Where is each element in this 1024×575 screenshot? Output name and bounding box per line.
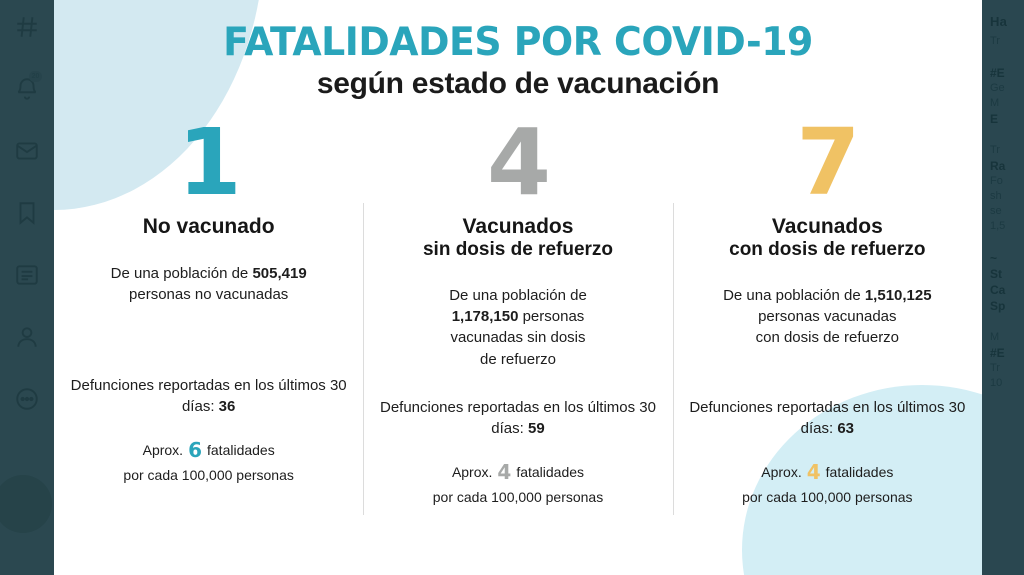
- trend-line[interactable]: sh: [990, 190, 1002, 202]
- trend-line[interactable]: Ra: [990, 159, 1006, 173]
- trend-line[interactable]: se: [990, 205, 1002, 217]
- population-value: 505,419: [252, 264, 307, 282]
- stat-title: [373, 215, 662, 261]
- stat-title-line1: Vacunados: [462, 214, 574, 238]
- stat-column-vaccinated-with-booster: [673, 109, 982, 539]
- trend-line[interactable]: M: [990, 97, 1000, 109]
- rate-suffix: fatalidades: [207, 441, 275, 458]
- profile-icon[interactable]: [8, 318, 46, 356]
- rate-prefix: Aprox.: [761, 463, 802, 480]
- deaths-value: 63: [837, 420, 854, 437]
- rate-line2: por cada 100,000 personas: [123, 466, 294, 483]
- stat-number: 1: [177, 109, 240, 217]
- trend-line[interactable]: #E: [990, 66, 1005, 80]
- trend-line[interactable]: St: [990, 267, 1002, 281]
- deaths-label: Defunciones reportadas en los últimos 30 días:: [70, 376, 347, 416]
- trend-line[interactable]: E: [990, 112, 999, 126]
- rate-prefix: Aprox.: [142, 441, 184, 458]
- bookmarks-icon[interactable]: [8, 194, 46, 232]
- rate-prefix: Aprox.: [451, 463, 493, 480]
- rate-suffix: fatalidades: [825, 463, 894, 480]
- population-text: [64, 263, 353, 349]
- deaths-text: [373, 397, 662, 443]
- population-prefix: De una población de: [723, 286, 865, 304]
- stat-number: 4: [486, 109, 549, 217]
- trend-line[interactable]: Tr: [990, 362, 1000, 374]
- population-value: 1,510,125: [864, 286, 932, 304]
- population-line2: personas vacunadas: [758, 308, 897, 325]
- stat-column-vaccinated-no-booster: [363, 109, 672, 539]
- more-icon[interactable]: [8, 380, 46, 418]
- notifications-icon[interactable]: [8, 70, 46, 108]
- population-text: [373, 285, 662, 371]
- rate-value: 6: [188, 437, 202, 462]
- deaths-label: Defunciones reportadas en los últimos 30 días:: [379, 398, 656, 437]
- population-value: 1,178,150: [451, 308, 519, 325]
- rate-line2: por cada 100,000 personas: [742, 488, 913, 505]
- trend-spacer: [990, 315, 1024, 331]
- population-suffix: personas: [518, 308, 585, 325]
- deaths-text: [683, 397, 972, 443]
- rate-text: [373, 457, 662, 508]
- stat-columns: [54, 109, 982, 539]
- trend-line[interactable]: Sp: [990, 299, 1006, 313]
- deaths-text: [64, 375, 353, 421]
- trend-spacer: [990, 235, 1024, 251]
- trend-line[interactable]: ~: [990, 251, 998, 265]
- stat-title: [683, 215, 972, 261]
- trend-line[interactable]: Ha: [990, 14, 1008, 29]
- population-prefix: De una población de: [110, 264, 253, 282]
- trend-line[interactable]: Ge: [990, 82, 1005, 94]
- explore-icon[interactable]: [8, 8, 46, 46]
- population-line2: personas no vacunadas: [129, 286, 289, 304]
- rate-suffix: fatalidades: [516, 463, 585, 480]
- rate-line2: por cada 100,000 personas: [432, 488, 604, 505]
- trend-line[interactable]: M: [990, 331, 1000, 343]
- stat-title-line2: sin dosis de refuerzo: [422, 238, 614, 260]
- trend-line[interactable]: Ca: [990, 283, 1006, 297]
- trend-spacer: [990, 128, 1024, 144]
- right-trends-rail[interactable]: [982, 0, 1024, 575]
- trend-line[interactable]: Tr: [990, 35, 1000, 47]
- trend-line[interactable]: Fo: [990, 175, 1003, 187]
- population-line3: con dosis de refuerzo: [755, 329, 900, 347]
- page-subtitle: según estado de vacunación: [316, 67, 720, 101]
- left-nav-rail: [0, 0, 54, 575]
- stat-title-line1: No vacunado: [142, 214, 275, 238]
- page-title: FATALIDADES POR COVID-19: [223, 20, 813, 65]
- lists-icon[interactable]: [8, 256, 46, 294]
- trend-spacer: [990, 50, 1024, 66]
- stat-column-unvaccinated: [54, 109, 363, 539]
- rate-value: 4: [806, 459, 821, 484]
- population-line2: vacunadas sin dosis: [450, 329, 586, 347]
- stat-title: [64, 215, 353, 239]
- trend-line[interactable]: #E: [990, 346, 1005, 360]
- infographic-header: [54, 0, 982, 101]
- trend-line[interactable]: 10: [990, 377, 1003, 389]
- trend-line[interactable]: 1,5: [990, 220, 1006, 232]
- stat-title-line1: Vacunados: [771, 214, 883, 238]
- notification-badge: 20: [29, 71, 42, 82]
- rate-text: [64, 435, 353, 486]
- population-prefix: De una población de: [449, 286, 587, 304]
- population-text: [683, 285, 972, 371]
- rate-value: 4: [497, 459, 512, 484]
- deaths-value: 36: [218, 398, 236, 416]
- infographic-image: [54, 0, 982, 575]
- compose-tweet-button[interactable]: [0, 475, 52, 533]
- deaths-label: Defunciones reportadas en los últimos 30 días:: [689, 398, 966, 437]
- deaths-value: 59: [527, 420, 545, 437]
- stat-number: 7: [796, 109, 859, 217]
- stat-title-line2: con dosis de refuerzo: [729, 238, 926, 260]
- population-line3: de refuerzo: [480, 350, 556, 368]
- rate-text: [683, 457, 972, 508]
- trend-line[interactable]: Tr: [990, 144, 1000, 156]
- messages-icon[interactable]: [8, 132, 46, 170]
